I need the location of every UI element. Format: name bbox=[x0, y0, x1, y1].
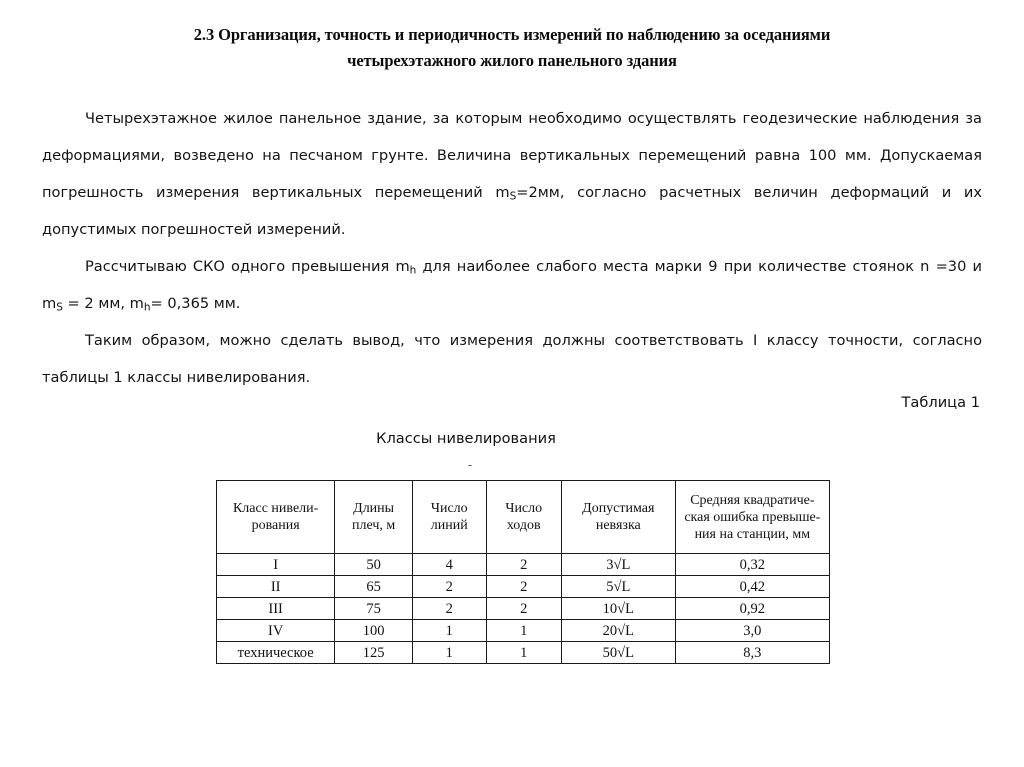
cell-runs: 2 bbox=[486, 576, 561, 598]
table-header-mse-line-3: ния на станции, мм bbox=[694, 526, 811, 542]
cell-runs: 1 bbox=[486, 620, 561, 642]
table-header-tolerance-line-2: невязка bbox=[595, 518, 641, 533]
cell-tolerance: 20√L bbox=[561, 620, 675, 642]
cell-runs: 2 bbox=[486, 554, 561, 576]
cell-mse: 3,0 bbox=[675, 620, 829, 642]
table-row bbox=[217, 620, 830, 642]
cell-lines: 2 bbox=[412, 598, 486, 620]
page-title-line-1: 2.3 Организация, точность и периодичность измерений по наблюдению за оседаниями bbox=[193, 25, 831, 44]
paragraph-2-text-c: = 2 мм, m bbox=[62, 295, 144, 312]
table-header-arm-length-line-2: плеч, м bbox=[351, 518, 396, 533]
paragraph-1-text-a: Четырехэтажное жилое панельное здание, за которым необходимо осуществлять геодезические наблюдения за деформациями, возведено на песчаном грунте. Величина вертикальных перемещений равна 100 мм. Допускаемая погрешность измерения вертикальных перемещений m bbox=[42, 110, 982, 201]
paragraph-2-text-b: для наиболее слабого места марки 9 при количестве стоянок n =30 и m bbox=[42, 258, 982, 312]
table-caption: Классы нивелирования bbox=[376, 430, 556, 447]
table-header-mse bbox=[675, 481, 829, 554]
table-header-runs bbox=[486, 481, 561, 554]
cell-lines: 1 bbox=[412, 620, 486, 642]
table-header-class bbox=[217, 481, 335, 554]
paragraph-2-text-a: Рассчитываю СКО одного превышения m bbox=[85, 258, 410, 275]
cell-arm-length: 75 bbox=[335, 598, 413, 620]
cell-class: I bbox=[217, 554, 335, 576]
table-body bbox=[217, 554, 830, 664]
table-header-arm-length bbox=[335, 481, 413, 554]
table-header-lines-line-2: линий bbox=[430, 518, 468, 533]
cell-lines: 1 bbox=[412, 642, 486, 664]
table-header-mse-line-2: ская ошибка превыше- bbox=[684, 509, 821, 525]
cell-class: III bbox=[217, 598, 335, 620]
table-header-arm-length-line-1: Длины bbox=[353, 501, 395, 516]
table-header-mse-line-1: Средняя квадратиче- bbox=[690, 492, 815, 508]
table-header-lines bbox=[412, 481, 486, 554]
cell-tolerance: 3√L bbox=[561, 554, 675, 576]
cell-class: техническое bbox=[217, 642, 335, 664]
cell-arm-length: 100 bbox=[335, 620, 413, 642]
table-header bbox=[217, 481, 830, 554]
cell-lines: 4 bbox=[412, 554, 486, 576]
table-header-runs-line-2: ходов bbox=[506, 518, 541, 533]
paragraph-1-text-b: =2мм, согласно расчетных величин деформаций и их допустимых погрешностей измерений. bbox=[42, 184, 982, 238]
paragraph-2-subscript-h-2: h bbox=[143, 301, 151, 314]
paragraph-1 bbox=[42, 100, 982, 248]
paragraph-2-text-d: = 0,365 мм. bbox=[150, 295, 241, 312]
cell-runs: 1 bbox=[486, 642, 561, 664]
table-header-lines-line-1: Число bbox=[430, 501, 468, 516]
cell-tolerance: 50√L bbox=[561, 642, 675, 664]
cell-mse: 0,42 bbox=[675, 576, 829, 598]
table-row bbox=[217, 642, 830, 664]
cell-runs: 2 bbox=[486, 598, 561, 620]
table-row bbox=[217, 598, 830, 620]
table-row bbox=[217, 554, 830, 576]
table-header-tolerance-line-1: Допустимая bbox=[582, 501, 655, 516]
cell-arm-length: 65 bbox=[335, 576, 413, 598]
levelling-classes-table bbox=[216, 480, 830, 664]
table-header-tolerance bbox=[561, 481, 675, 554]
cell-class: II bbox=[217, 576, 335, 598]
page-title-line-2: четырехэтажного жилого панельного здания bbox=[347, 51, 677, 70]
table-header-row bbox=[217, 481, 830, 554]
table-row bbox=[217, 576, 830, 598]
paragraph-2-subscript-s: S bbox=[56, 301, 63, 314]
cell-tolerance: 5√L bbox=[561, 576, 675, 598]
paragraph-1-subscript-s: S bbox=[509, 190, 517, 203]
table-header-class-line-1: Класс нивели- bbox=[232, 501, 319, 516]
cell-mse: 0,92 bbox=[675, 598, 829, 620]
page-title bbox=[112, 22, 912, 74]
paragraph-3: Таким образом, можно сделать вывод, что измерения должны соответствовать I классу точности, согласно таблицы 1 классы нивелирования. bbox=[42, 332, 982, 386]
cell-tolerance: 10√L bbox=[561, 598, 675, 620]
table-number-label: Таблица 1 bbox=[901, 394, 980, 411]
cell-arm-length: 50 bbox=[335, 554, 413, 576]
paragraph-2-subscript-h-1: h bbox=[409, 264, 417, 277]
table-header-runs-line-1: Число bbox=[505, 501, 543, 516]
cell-lines: 2 bbox=[412, 576, 486, 598]
cell-arm-length: 125 bbox=[335, 642, 413, 664]
cell-mse: 8,3 bbox=[675, 642, 829, 664]
paragraph-2 bbox=[42, 248, 982, 322]
caption-dash: - bbox=[467, 458, 473, 472]
body-text bbox=[42, 100, 982, 396]
cell-mse: 0,32 bbox=[675, 554, 829, 576]
cell-class: IV bbox=[217, 620, 335, 642]
table-header-class-line-2: рования bbox=[251, 518, 300, 533]
